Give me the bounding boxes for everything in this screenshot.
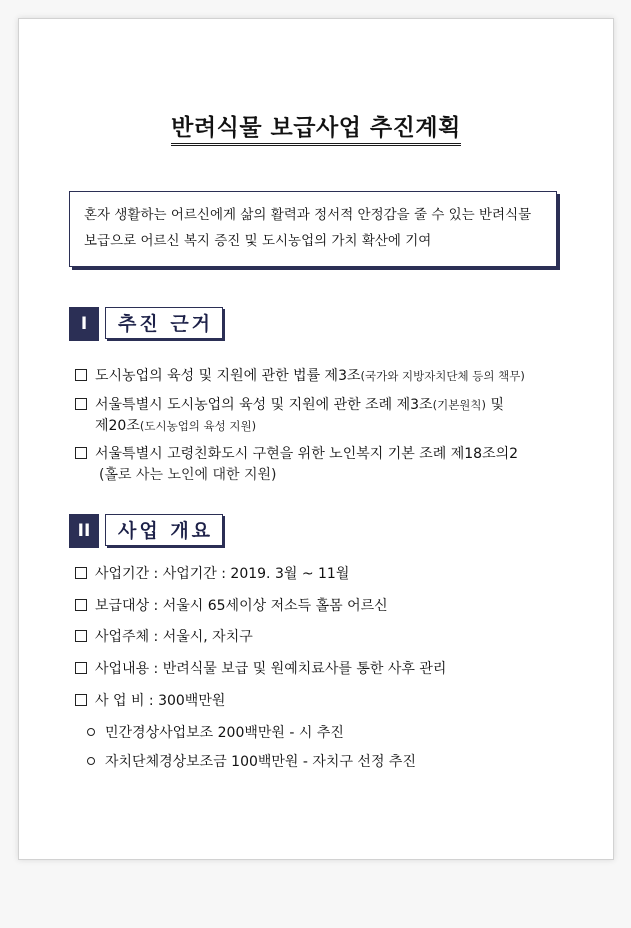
overview-item-5	[75, 691, 225, 711]
summary-box	[69, 191, 557, 267]
checkbox-square-icon	[75, 369, 87, 381]
section-1-title: 추진 근거	[105, 307, 223, 339]
section-2-number: II	[69, 514, 99, 548]
page-title	[19, 115, 613, 146]
basis-item-2-cont-main: 제20조	[95, 418, 140, 434]
overview-item-3-text: 사업주체 : 서울시, 자치구	[95, 629, 253, 645]
section-2-title: 사업 개요	[105, 514, 223, 546]
circle-bullet-icon	[87, 757, 95, 765]
basis-item-3-main: 서울특별시 고령친화도시 구현을 위한 노인복지 기본 조례 제18조의2	[95, 446, 519, 462]
basis-item-1	[75, 366, 525, 386]
budget-sub-item-2-text: 자치단체경상보조금 100백만원 - 자치구 선정 추진	[105, 754, 416, 770]
basis-item-1-main: 도시농업의 육성 및 지원에 관한 법률 제3조	[95, 368, 361, 384]
basis-item-2-note: (기본원칙)	[432, 398, 487, 412]
document-page	[18, 18, 614, 860]
overview-item-4-text: 사업내용 : 반려식물 보급 및 원예치료사를 통한 사후 관리	[95, 661, 447, 677]
checkbox-square-icon	[75, 398, 87, 410]
budget-sub-item-2	[87, 752, 416, 772]
circle-bullet-icon	[87, 728, 95, 736]
basis-item-2-tail: 및	[486, 397, 504, 413]
summary-line-2: 보급으로 어르신 복지 증진 및 도시농업의 가치 확산에 기여	[84, 233, 432, 249]
checkbox-square-icon	[75, 447, 87, 459]
budget-sub-item-1-text: 민간경상사업보조 200백만원 - 시 추진	[105, 725, 344, 741]
checkbox-square-icon	[75, 599, 87, 611]
section-1-number: I	[69, 307, 99, 341]
overview-item-5-text: 사 업 비 : 300백만원	[95, 693, 226, 709]
checkbox-square-icon	[75, 662, 87, 674]
overview-item-1-text: 사업기간 : 사업기간 : 2019. 3월 ~ 11월	[95, 566, 350, 582]
overview-item-3	[75, 627, 253, 647]
summary-line-1: 혼자 생활하는 어르신에게 삶의 활력과 정서적 안정감을 줄 수 있는 반려식물	[84, 207, 532, 223]
basis-item-2-continued	[95, 416, 256, 436]
overview-item-4	[75, 659, 446, 679]
checkbox-square-icon	[75, 630, 87, 642]
checkbox-square-icon	[75, 567, 87, 579]
overview-item-1	[75, 564, 349, 584]
basis-item-1-note: (국가와 지방자치단체 등의 책무)	[360, 369, 525, 383]
basis-item-2-main: 서울특별시 도시농업의 육성 및 지원에 관한 조례 제3조	[95, 397, 433, 413]
page-title-text: 반려식물 보급사업 추진계획	[171, 115, 461, 146]
basis-item-3-continued: (홀로 사는 노인에 대한 지원)	[99, 467, 277, 483]
basis-item-2	[75, 395, 504, 415]
basis-item-3	[75, 444, 518, 464]
overview-item-2	[75, 596, 388, 616]
overview-item-2-text: 보급대상 : 서울시 65세이상 저소득 홀몸 어르신	[95, 598, 388, 614]
budget-sub-item-1	[87, 723, 344, 743]
basis-item-2-cont-note: (도시농업의 육성 지원)	[139, 419, 257, 433]
checkbox-square-icon	[75, 694, 87, 706]
